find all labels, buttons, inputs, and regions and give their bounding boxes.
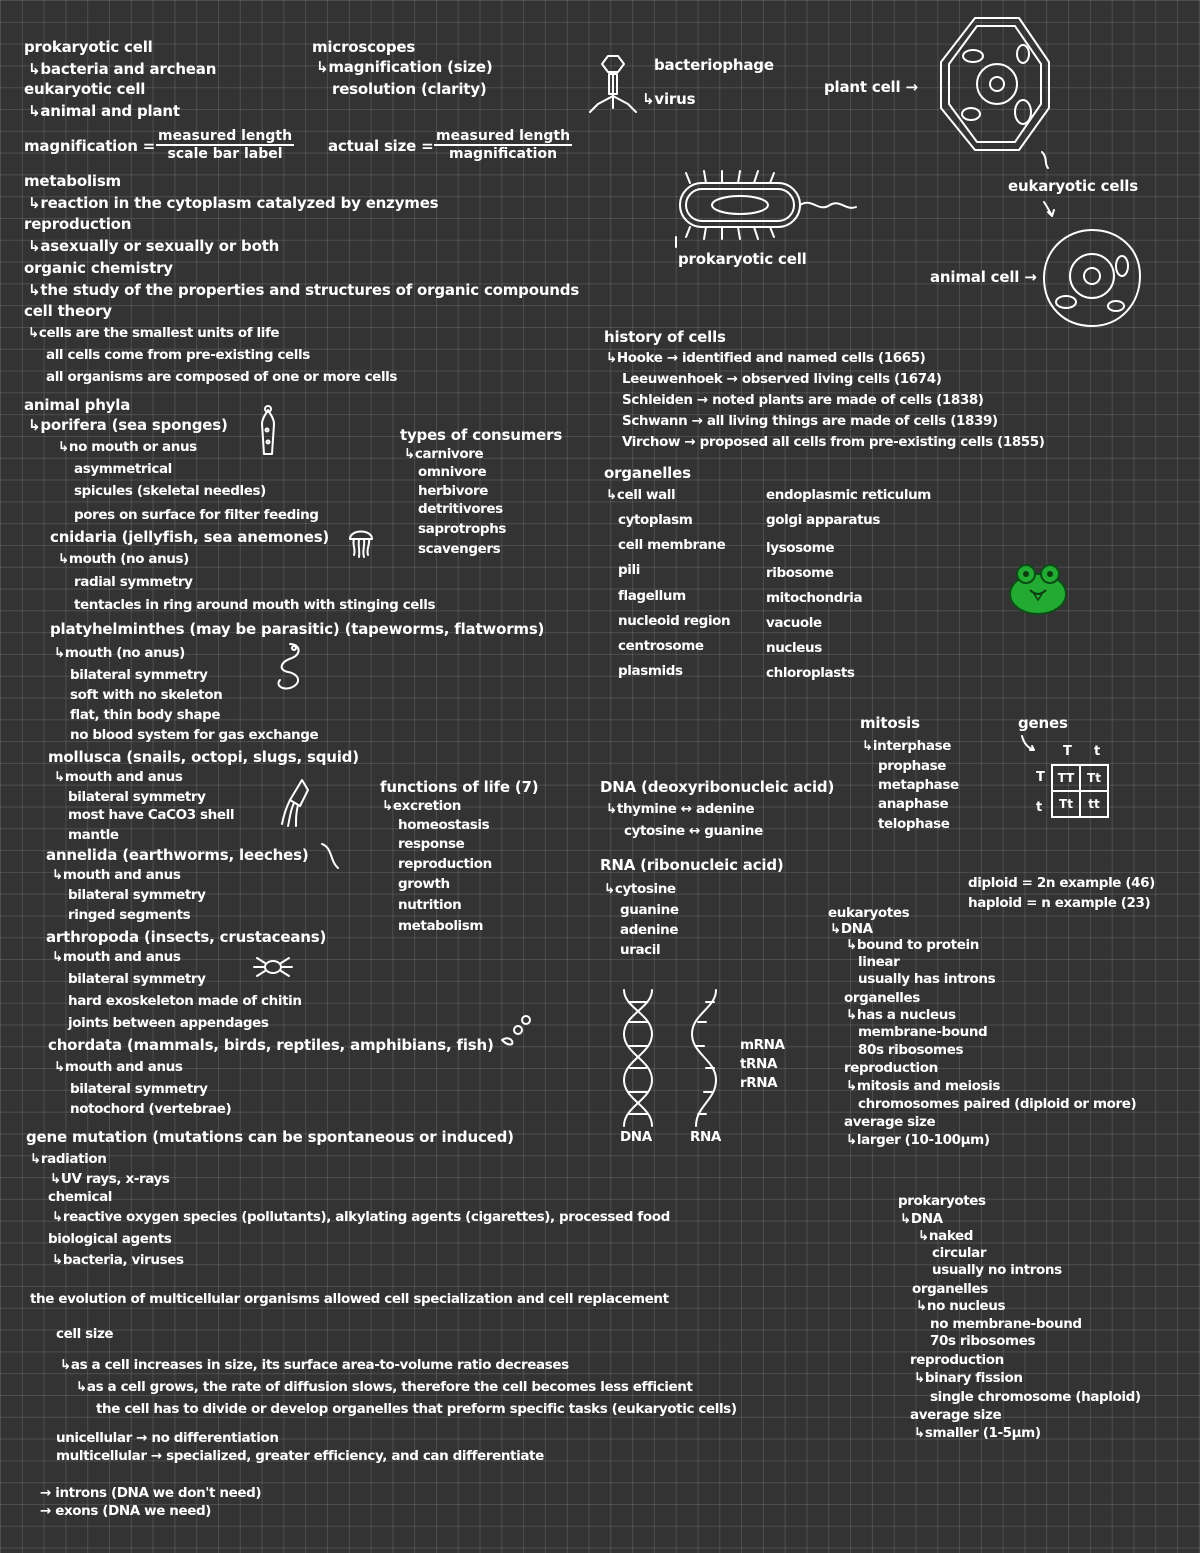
frog-icon [1008, 560, 1068, 616]
evolution-statement: the evolution of multicellular organisms allowed cell specialization and cell replacement [30, 1291, 669, 1307]
prokaryotic-examples: ↳bacteria and archean [28, 60, 217, 78]
phylum-detail: soft with no skeleton [70, 687, 223, 703]
rna-type: mRNA [740, 1037, 785, 1053]
mutation-heading: gene mutation (mutations can be spontaneous or induced) [26, 1128, 514, 1146]
multicellular-line: multicellular → specialized, greater efficiency, and can differentiate [56, 1448, 544, 1464]
genes-heading: genes [1018, 714, 1068, 732]
organelle-item: cell membrane [618, 537, 726, 553]
dna-pair: cytosine ↔ guanine [624, 823, 763, 839]
phylum-detail: most have CaCO3 shell [68, 807, 235, 823]
prokaryotes-line: 70s ribosomes [930, 1333, 1036, 1349]
mitosis-heading: mitosis [860, 714, 920, 732]
animal-cell-label: animal cell → [930, 268, 1037, 286]
eukaryotes-line: ↳bound to protein [846, 937, 979, 953]
phylum-platyhelminthes: platyhelminthes (may be parasitic) (tapeworms, flatworms) [50, 620, 545, 638]
reproduction-heading: reproduction [24, 215, 132, 233]
animal-cell-icon [1040, 226, 1145, 331]
phylum-detail: ↳mouth and anus [54, 769, 183, 785]
actual-size-formula [434, 128, 572, 162]
cell-theory-item: ↳cells are the smallest units of life [28, 325, 280, 341]
eukaryotes-line: 80s ribosomes [858, 1042, 964, 1058]
cell-size-heading: cell size [56, 1326, 114, 1342]
phylum-detail: spicules (skeletal needles) [74, 483, 266, 499]
punnett-cell: tt [1080, 791, 1108, 817]
organelle-item: endoplasmic reticulum [766, 487, 931, 503]
eukaryotes-heading: eukaryotes [828, 905, 910, 921]
function-item: reproduction [398, 856, 492, 872]
punnett-cell: Tt [1080, 765, 1108, 791]
organic-chemistry-heading: organic chemistry [24, 259, 173, 277]
prokaryotes-line: average size [910, 1407, 1002, 1423]
actual-size-numerator: measured length [436, 128, 571, 144]
consumer-item: scavengers [418, 541, 501, 557]
punnett-square [1051, 764, 1109, 818]
phylum-mollusca: mollusca (snails, octopi, slugs, squid) [48, 748, 359, 766]
mitosis-phase: ↳interphase [862, 738, 951, 754]
plant-cell-label: plant cell → [824, 78, 918, 96]
phylum-detail: hard exoskeleton made of chitin [68, 993, 302, 1009]
phylum-detail: ↳mouth (no anus) [58, 551, 189, 567]
phylum-detail: flat, thin body shape [70, 707, 221, 723]
organelle-item: chloroplasts [766, 665, 855, 681]
organelle-item: golgi apparatus [766, 512, 880, 528]
introns-line: → introns (DNA we don't need) [40, 1485, 262, 1501]
prokaryotes-line: ↳no nucleus [916, 1298, 1006, 1314]
organic-chemistry-definition: ↳the study of the properties and structures of organic compounds [28, 281, 580, 299]
haploid-definition: haploid = n example (23) [968, 895, 1151, 911]
phylum-cnidaria: cnidaria (jellyfish, sea anemones) [50, 528, 330, 546]
cell-theory-item: all organisms are composed of one or more cells [46, 369, 398, 385]
punnett-side-allele: T [1036, 770, 1045, 785]
consumer-item: ↳carnivore [404, 446, 484, 462]
organelles-heading: organelles [604, 464, 691, 482]
rna-heading: RNA (ribonucleic acid) [600, 856, 784, 874]
organelle-item: lysosome [766, 540, 835, 556]
phylum-detail: no blood system for gas exchange [70, 727, 319, 743]
cell-size-line: ↳as a cell grows, the rate of diffusion slows, therefore the cell becomes less efficient [76, 1379, 693, 1395]
organelle-item: plasmids [618, 663, 683, 679]
phylum-detail: notochord (vertebrae) [70, 1101, 232, 1117]
phylum-detail: joints between appendages [68, 1015, 269, 1031]
cell-size-line: the cell has to divide or develop organelles that preform specific tasks (eukaryotic cells) [96, 1401, 737, 1417]
phylum-detail: ↳no mouth or anus [58, 439, 197, 455]
organelle-item: ribosome [766, 565, 834, 581]
phylum-detail: ↳mouth (no anus) [54, 645, 185, 661]
bacteriophage-icon [584, 52, 654, 122]
magnification-denominator: scale bar label [167, 146, 283, 162]
history-item: ↳Hooke → identified and named cells (1665) [606, 350, 926, 366]
eukaryotes-line: linear [858, 954, 900, 970]
dna-heading: DNA (deoxyribonucleic acid) [600, 778, 835, 796]
jellyfish-icon [348, 525, 374, 559]
prokaryotes-line: circular [932, 1245, 987, 1261]
punnett-top-allele: T [1063, 744, 1072, 759]
organelle-item: vacuole [766, 615, 822, 631]
prokaryotes-line: organelles [912, 1281, 988, 1297]
organelle-item: centrosome [618, 638, 704, 654]
eukaryotes-line: average size [844, 1114, 936, 1130]
microscopes-resolution: resolution (clarity) [332, 80, 487, 98]
organelle-item: mitochondria [766, 590, 863, 606]
phylum-annelida: annelida (earthworms, leeches) [46, 846, 309, 864]
bacteriophage-label: bacteriophage [654, 56, 774, 74]
prokaryotes-line: ↳binary fission [914, 1370, 1023, 1386]
rna-type: tRNA [740, 1056, 777, 1072]
eukaryotic-cell-heading: eukaryotic cell [24, 80, 146, 98]
phylum-detail: tentacles in ring around mouth with stinging cells [74, 597, 436, 613]
organelle-item: nucleus [766, 640, 822, 656]
organelle-item: flagellum [618, 588, 686, 604]
organelle-item: ↳cell wall [606, 487, 676, 503]
history-item: Virchow → proposed all cells from pre-existing cells (1855) [622, 434, 1045, 450]
consumer-item: herbivore [418, 483, 489, 499]
mutation-line: ↳radiation [30, 1151, 107, 1167]
animal-phyla-heading: animal phyla [24, 396, 131, 414]
phylum-chordata: chordata (mammals, birds, reptiles, amphibians, fish) [48, 1036, 494, 1054]
magnification-formula [156, 128, 294, 162]
punnett-cell: TT [1052, 765, 1080, 791]
organelle-item: cytoplasm [618, 512, 693, 528]
plant-cell-icon [935, 14, 1055, 154]
prokaryotic-cell-heading: prokaryotic cell [24, 38, 153, 56]
unicellular-line: unicellular → no differentiation [56, 1430, 279, 1446]
dna-diagram-label: DNA [620, 1129, 652, 1145]
phylum-detail: bilateral symmetry [70, 667, 208, 683]
rna-diagram-label: RNA [690, 1129, 721, 1145]
eukaryotes-line: ↳mitosis and meiosis [846, 1078, 1001, 1094]
prokaryotic-cell-label: prokaryotic cell [678, 250, 807, 268]
history-item: Schwann → all living things are made of cells (1839) [622, 413, 998, 429]
punnett-cell: Tt [1052, 791, 1080, 817]
punnett-top-allele: t [1094, 744, 1101, 759]
dna-pair: ↳thymine ↔ adenine [606, 801, 755, 817]
mutation-line: ↳UV rays, x-rays [50, 1171, 170, 1187]
phylum-detail: bilateral symmetry [68, 971, 206, 987]
function-item: ↳excretion [382, 798, 461, 814]
cell-theory-item: all cells come from pre-existing cells [46, 347, 310, 363]
prokaryotes-line: single chromosome (haploid) [930, 1389, 1141, 1405]
rna-type: rRNA [740, 1075, 778, 1091]
prokaryotic-cell-icon [666, 165, 861, 245]
history-item: Leeuwenhoek → observed living cells (1674) [622, 371, 942, 387]
mitosis-phase: telophase [878, 816, 950, 832]
rna-base: ↳cytosine [604, 881, 676, 897]
mitosis-phase: metaphase [878, 777, 959, 793]
cell-size-line: ↳as a cell increases in size, its surface area-to-volume ratio decreases [60, 1357, 569, 1373]
prokaryotes-line: reproduction [910, 1352, 1004, 1368]
exons-line: → exons (DNA we need) [40, 1503, 212, 1519]
function-item: response [398, 836, 465, 852]
curved-arrow-icon [1020, 734, 1040, 754]
organelle-item: nucleoid region [618, 613, 731, 629]
function-item: growth [398, 876, 450, 892]
microscopes-magnification: ↳magnification (size) [316, 58, 493, 76]
phylum-detail: ↳mouth and anus [52, 949, 181, 965]
eukaryotes-line: organelles [844, 990, 920, 1006]
flatworm-icon [270, 640, 310, 692]
mutation-line: ↳reactive oxygen species (pollutants), alkylating agents (cigarettes), processed food [52, 1209, 670, 1225]
mutation-line: biological agents [48, 1231, 172, 1247]
sponge-icon [258, 404, 280, 456]
phylum-porifera: ↳porifera (sea sponges) [28, 416, 228, 434]
function-item: nutrition [398, 897, 462, 913]
punnett-side-allele: t [1036, 800, 1043, 815]
prokaryotes-line: ↳naked [918, 1228, 974, 1244]
prokaryotes-heading: prokaryotes [898, 1193, 986, 1209]
magnification-label: magnification = [24, 137, 156, 155]
eukaryotes-line: ↳DNA [830, 921, 873, 937]
consumers-heading: types of consumers [400, 426, 563, 444]
rna-base: adenine [620, 922, 679, 938]
mitosis-phase: anaphase [878, 796, 949, 812]
prokaryotes-line: usually no introns [932, 1262, 1062, 1278]
cell-theory-heading: cell theory [24, 302, 112, 320]
leech-icon [318, 840, 342, 870]
actual-size-label: actual size = [328, 137, 434, 155]
fish-icon [498, 1012, 538, 1046]
consumer-item: omnivore [418, 464, 487, 480]
history-item: Schleiden → noted plants are made of cells (1838) [622, 392, 984, 408]
reproduction-definition: ↳asexually or sexually or both [28, 237, 280, 255]
phylum-detail: ringed segments [68, 907, 191, 923]
phylum-detail: radial symmetry [74, 574, 193, 590]
consumer-item: saprotrophs [418, 521, 507, 537]
mutation-line: ↳bacteria, viruses [52, 1252, 184, 1268]
history-heading: history of cells [604, 328, 726, 346]
dna-helix-icon [618, 988, 658, 1128]
phylum-detail: bilateral symmetry [70, 1081, 208, 1097]
rna-base: guanine [620, 902, 679, 918]
eukaryotes-line: usually has introns [858, 971, 996, 987]
mitosis-phase: prophase [878, 758, 946, 774]
rna-strand-icon [686, 988, 726, 1128]
eukaryotes-line: chromosomes paired (diploid or more) [858, 1096, 1137, 1112]
phylum-detail: asymmetrical [74, 461, 172, 477]
diploid-definition: diploid = 2n example (46) [968, 875, 1155, 891]
prokaryotes-line: ↳DNA [900, 1211, 943, 1227]
eukaryotes-line: ↳has a nucleus [846, 1007, 956, 1023]
eukaryotic-cells-label: eukaryotic cells [1008, 177, 1138, 195]
prokaryotes-line: no membrane-bound [930, 1316, 1082, 1332]
phylum-detail: ↳mouth and anus [52, 867, 181, 883]
functions-heading: functions of life (7) [380, 778, 539, 796]
phylum-detail: mantle [68, 827, 119, 843]
phylum-detail: bilateral symmetry [68, 789, 206, 805]
virus-label: ↳virus [642, 90, 696, 108]
phylum-detail: ↳mouth and anus [54, 1059, 183, 1075]
insect-icon [248, 954, 298, 980]
phylum-detail: pores on surface for filter feeding [74, 507, 319, 523]
organelle-item: pili [618, 562, 640, 578]
squid-icon [280, 778, 310, 828]
eukaryotic-examples: ↳animal and plant [28, 102, 180, 120]
actual-size-denominator: magnification [449, 146, 558, 162]
metabolism-heading: metabolism [24, 172, 121, 190]
microscopes-heading: microscopes [312, 38, 416, 56]
phylum-arthropoda: arthropoda (insects, crustaceans) [46, 928, 327, 946]
function-item: metabolism [398, 918, 484, 934]
prokaryotes-line: ↳smaller (1-5μm) [914, 1425, 1041, 1441]
metabolism-definition: ↳reaction in the cytoplasm catalyzed by enzymes [28, 194, 439, 212]
function-item: homeostasis [398, 817, 490, 833]
consumer-item: detritivores [418, 501, 503, 517]
eukaryotes-line: reproduction [844, 1060, 938, 1076]
eukaryotes-line: membrane-bound [858, 1024, 988, 1040]
rna-base: uracil [620, 942, 661, 958]
mutation-line: chemical [48, 1189, 113, 1205]
phylum-detail: bilateral symmetry [68, 887, 206, 903]
magnification-numerator: measured length [158, 128, 293, 144]
eukaryotes-line: ↳larger (10-100μm) [846, 1132, 990, 1148]
